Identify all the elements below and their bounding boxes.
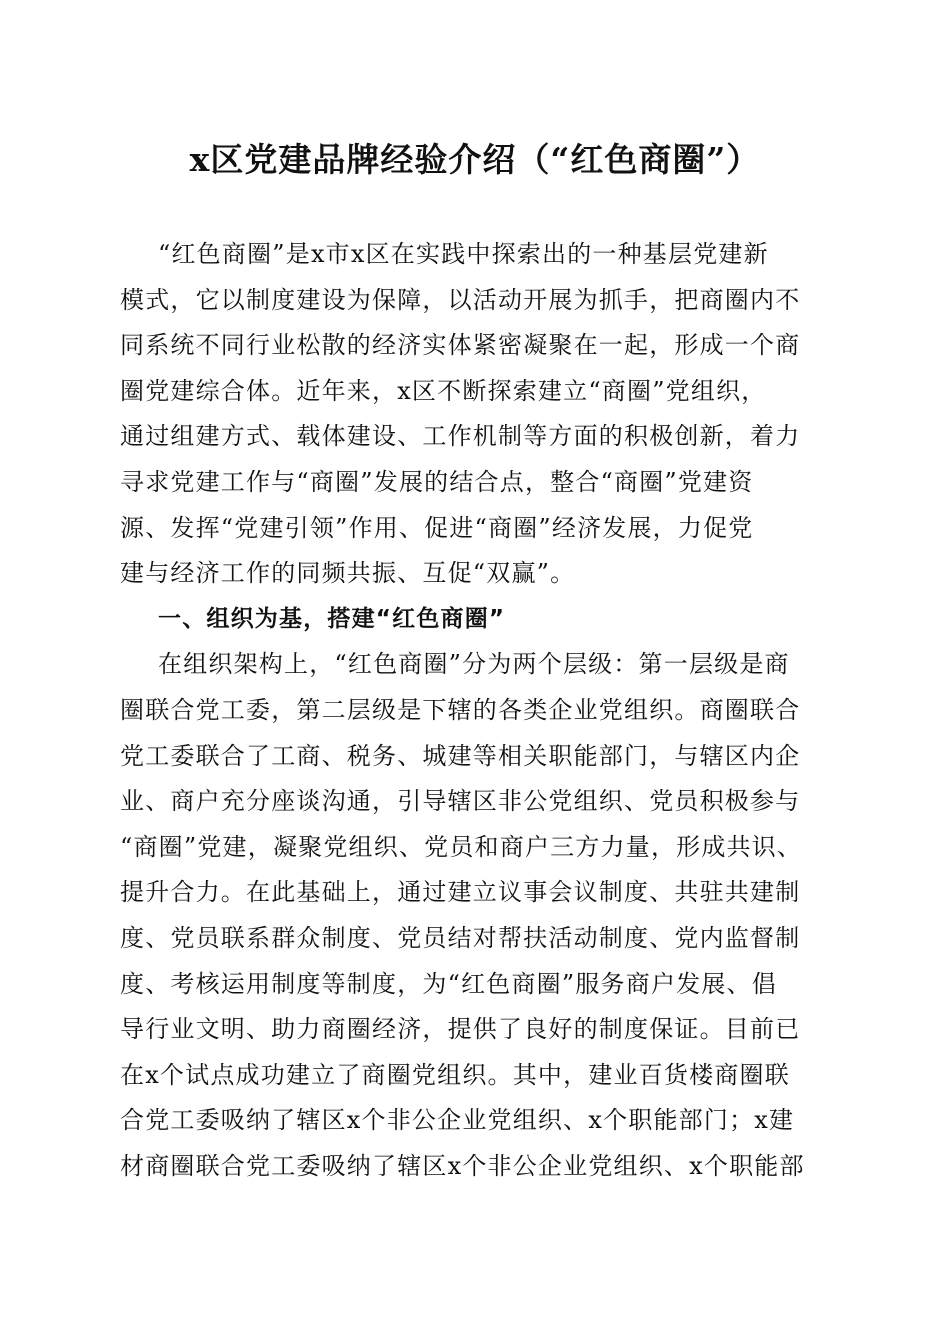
paragraph-line: 合党工委吸纳了辖区x个非公企业党组织、x个职能部门；x建 <box>120 1106 795 1135</box>
paragraph-line: 度、党员联系群众制度、党员结对帮扶活动制度、党内监督制 <box>120 923 801 952</box>
paragraph-line: 同系统不同行业松散的经济实体紧密凝聚在一起，形成一个商 <box>120 331 801 360</box>
paragraph-line: 通过组建方式、载体建设、工作机制等方面的积极创新，着力 <box>120 422 801 451</box>
paragraph-line: 源、发挥“党建引领”作用、促进“商圈”经济发展，力促党 <box>120 513 754 542</box>
paragraph-line: 度、考核运用制度等制度，为“红色商圈”服务商户发展、倡 <box>120 969 777 998</box>
paragraph-line: “商圈”党建，凝聚党组织、党员和商户三方力量，形成共识、 <box>120 832 803 861</box>
document-body <box>120 232 840 1189</box>
paragraph-line: 寻求党建工作与“商圈”发展的结合点，整合“商圈”党建资 <box>120 467 754 496</box>
paragraph-line: 导行业文明、助力商圈经济，提供了良好的制度保证。目前已 <box>120 1015 801 1044</box>
paragraph-line: “红色商圈”是x市x区在实践中探索出的一种基层党建新 <box>158 240 769 268</box>
paragraph-line: 业、商户充分座谈沟通，引导辖区非公党组织、党员积极参与 <box>120 787 801 816</box>
section-heading: 一、组织为基，搭建“红色商圈” <box>158 605 506 632</box>
paragraph-line: 提升合力。在此基础上，通过建立议事会议制度、共驻共建制 <box>120 878 801 907</box>
paragraph-line: 材商圈联合党工委吸纳了辖区x个非公企业党组织、x个职能部 <box>120 1151 805 1180</box>
paragraph-line: 在组织架构上，“红色商圈”分为两个层级：第一层级是商 <box>158 650 790 679</box>
paragraph-line: 建与经济工作的同频共振、互促“双赢”。 <box>120 559 576 588</box>
paragraph-line: 圈联合党工委，第二层级是下辖的各类企业党组织。商圈联合 <box>120 695 801 724</box>
paragraph-line: 模式，它以制度建设为保障，以活动开展为抓手，把商圈内不 <box>120 285 801 314</box>
paragraph-line: 在x个试点成功建立了商圈党组织。其中，建业百货楼商圈联 <box>120 1060 790 1089</box>
paragraph-line: 圈党建综合体。近年来，x区不断探索建立“商圈”党组织， <box>120 376 767 405</box>
paragraph-line: 党工委联合了工商、税务、城建等相关职能部门，与辖区内企 <box>120 741 801 770</box>
document-title: x区党建品牌经验介绍（“红色商圈”） <box>189 140 761 179</box>
